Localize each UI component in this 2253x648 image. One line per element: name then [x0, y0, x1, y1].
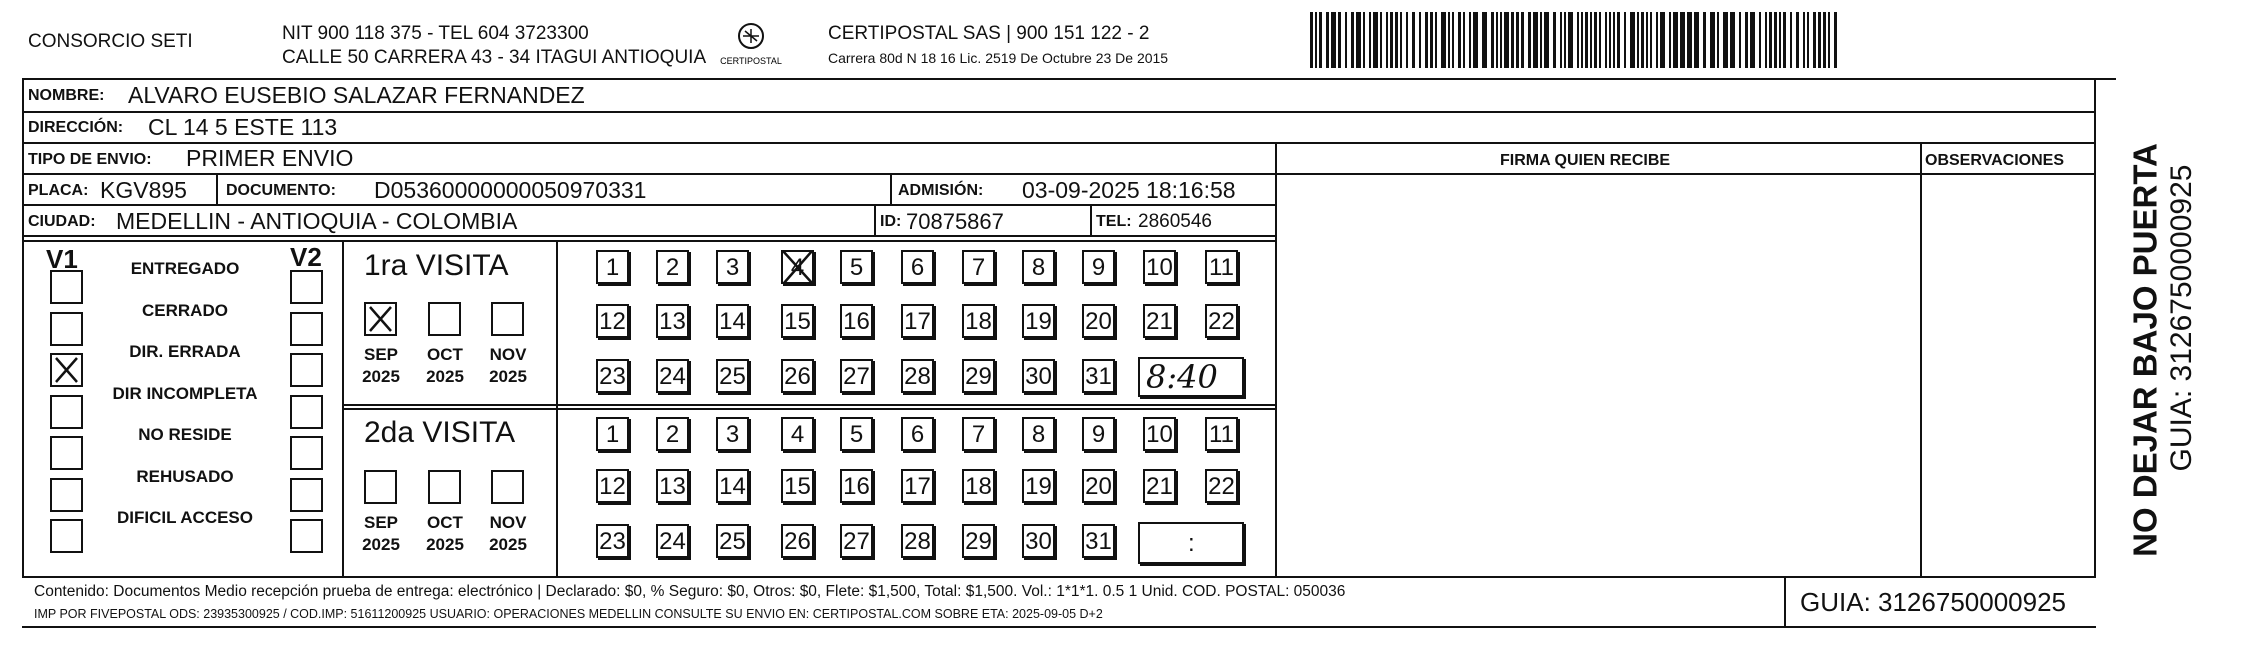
barcode-bar [1560, 12, 1562, 68]
barcode-bar [1441, 12, 1446, 68]
barcode-bar [1585, 12, 1588, 68]
v2-day-cell[interactable]: 29 [962, 524, 995, 558]
barcode-bar [1452, 12, 1454, 68]
barcode-bar [1807, 12, 1809, 68]
v2-day-cell[interactable]: 5 [840, 417, 873, 451]
barcode-bar [1710, 12, 1715, 68]
barcode-bar [1750, 12, 1755, 68]
barcode-bar [1769, 12, 1772, 68]
v2-day-cell[interactable]: 19 [1022, 469, 1055, 503]
v1-month-checkbox[interactable] [491, 302, 524, 336]
v1-day-cell[interactable]: 25 [716, 359, 749, 393]
barcode-bar [1790, 12, 1792, 68]
v2-day-cell[interactable]: 14 [716, 469, 749, 503]
v2-day-cell[interactable]: 24 [656, 524, 689, 558]
carrier-line1: CERTIPOSTAL SAS | 900 151 122 - 2 [828, 23, 1150, 44]
v1-day-cell[interactable]: 6 [901, 250, 934, 284]
footer-imp: IMP POR FIVEPOSTAL ODS: 23935300925 / COD.IMP: 51611200925 USUARIO: OPERACIONES MEDELLIN CONSULTE SU ENVIO EN: CERTIPOSTAL.COM SOBRE ETA: 2025-09-05 D+2 [34, 607, 1103, 621]
v2-checkbox[interactable] [290, 436, 323, 470]
v2-day-cell[interactable]: 9 [1082, 417, 1115, 451]
v2-checkbox[interactable] [290, 312, 323, 346]
documento-value: D05360000000050970331 [374, 177, 647, 203]
v1-day-cell[interactable]: 18 [962, 304, 995, 338]
v2-day-cell[interactable]: 26 [781, 524, 814, 558]
id-label: ID: [880, 213, 902, 230]
barcode-bar [1609, 12, 1611, 68]
barcode-bar [1774, 12, 1777, 68]
admision-value: 03-09-2025 18:16:58 [1022, 177, 1236, 203]
v1-day-cell[interactable]: 22 [1205, 304, 1238, 338]
barcode-bar [1745, 12, 1748, 68]
barcode-bar [1369, 12, 1371, 68]
v1-day-cell[interactable] [781, 250, 814, 284]
v1-month-checkbox[interactable] [364, 302, 397, 336]
barcode-bar [1400, 12, 1402, 68]
barcode-bar [1406, 12, 1408, 68]
barcode-bar [1482, 12, 1487, 68]
ciudad-value: MEDELLIN - ANTIOQUIA - COLOMBIA [116, 208, 518, 234]
visit2-title: 2da VISITA [364, 416, 516, 449]
barcode-bar [1730, 12, 1735, 68]
barcode-bar [1504, 12, 1509, 68]
carrier-line2: Carrera 80d N 18 16 Lic. 2519 De Octubre 23 De 2015 [828, 50, 1169, 66]
barcode-bar [1624, 12, 1626, 68]
barcode-bar [1779, 12, 1781, 68]
barcode-bar [1430, 12, 1433, 68]
v2-day-cell[interactable]: 23 [596, 524, 629, 558]
barcode-bar [1458, 12, 1461, 68]
v2-checkbox[interactable] [290, 478, 323, 512]
v1-day-cell[interactable]: 16 [840, 304, 873, 338]
footer-guia: GUIA: 3126750000925 [1800, 587, 2066, 617]
v1-day-cell[interactable]: 3 [716, 250, 749, 284]
barcode-bar [1617, 12, 1620, 68]
barcode-bar [1723, 12, 1728, 68]
v2-month-checkbox[interactable] [428, 470, 461, 504]
barcode-bar [1521, 12, 1524, 68]
barcode-bar [1528, 12, 1531, 68]
status-option-label: NO RESIDE [138, 425, 232, 444]
barcode-bar [1310, 12, 1313, 68]
status-option-label: DIR INCOMPLETA [112, 384, 258, 403]
visit2-time-box [1138, 522, 1244, 564]
v2-day-cell[interactable]: 31 [1082, 524, 1115, 558]
barcode-bar [1516, 12, 1519, 68]
barcode-bar [1687, 12, 1692, 68]
barcode-bar [1338, 12, 1341, 68]
barcode-bar [1641, 12, 1644, 68]
barcode-bar [1500, 12, 1502, 68]
v2-label: V2 [290, 242, 322, 272]
v2-day-cell[interactable]: 27 [840, 524, 873, 558]
v1-day-cell[interactable]: 21 [1143, 304, 1176, 338]
v1-day-cell[interactable]: 24 [656, 359, 689, 393]
v2-month-label: SEP [363, 513, 399, 532]
tel-label: TEL: [1096, 213, 1132, 230]
barcode-bar [1469, 12, 1471, 68]
nombre-value: ALVARO EUSEBIO SALAZAR FERNANDEZ [128, 82, 585, 108]
v2-day-cell[interactable]: 10 [1143, 417, 1176, 451]
barcode-bar [1326, 12, 1329, 68]
barcode-bar [1669, 12, 1671, 68]
barcode-bar [1511, 12, 1514, 68]
company-name: CONSORCIO SETI [28, 31, 193, 52]
documento-label: DOCUMENTO: [226, 182, 336, 199]
v2-month-label: OCT [427, 513, 463, 532]
barcode-bar [1717, 12, 1719, 68]
v1-month-checkbox[interactable] [428, 302, 461, 336]
v1-day-cell[interactable]: 14 [716, 304, 749, 338]
v1-day-cell[interactable]: 8 [1022, 250, 1055, 284]
barcode-bar [1419, 12, 1421, 68]
barcode [1310, 12, 1840, 68]
v2-day-cell[interactable]: 20 [1082, 469, 1115, 503]
v2-day-cell[interactable]: 6 [901, 417, 934, 451]
v1-day-cell[interactable]: 10 [1143, 250, 1176, 284]
observaciones-label: OBSERVACIONES [1925, 152, 2064, 169]
v2-day-cell[interactable]: 7 [962, 417, 995, 451]
status-option-label: REHUSADO [136, 467, 234, 486]
v2-year-label: 2025 [489, 535, 527, 554]
direccion-value: CL 14 5 ESTE 113 [148, 114, 338, 140]
v2-day-cell[interactable]: 22 [1205, 469, 1238, 503]
placa-value: KGV895 [100, 177, 187, 203]
barcode-bar [1319, 12, 1322, 68]
barcode-bar [1363, 12, 1365, 68]
no-dejar-bajo-puerta: NO DEJAR BAJO PUERTA [2126, 143, 2164, 557]
tel-value: 2860546 [1138, 211, 1212, 232]
barcode-bar [1540, 12, 1542, 68]
v2-day-cell[interactable]: 1 [596, 417, 629, 451]
barcode-bar [1646, 12, 1648, 68]
v1-day-cell[interactable]: 11 [1205, 250, 1238, 284]
visit1-time-box [1138, 357, 1244, 397]
v2-day-cell[interactable]: 28 [901, 524, 934, 558]
visit2-time-value: : [1188, 530, 1195, 557]
barcode-bar [1823, 12, 1826, 68]
barcode-bar [1351, 12, 1354, 68]
barcode-bar [1680, 12, 1685, 68]
v2-day-cell[interactable]: 17 [901, 469, 934, 503]
v2-checkbox[interactable] [290, 270, 323, 304]
v1-year-label: 2025 [489, 367, 527, 386]
status-option-label: CERRADO [142, 301, 228, 320]
barcode-bar [1564, 12, 1566, 68]
barcode-bar [1796, 12, 1799, 68]
nombre-label: NOMBRE: [28, 87, 105, 104]
v2-day-cell[interactable]: 18 [962, 469, 995, 503]
v2-day-cell[interactable]: 3 [716, 417, 749, 451]
v2-day-cell[interactable]: 21 [1143, 469, 1176, 503]
barcode-bar [1834, 12, 1837, 68]
barcode-bar [1435, 12, 1437, 68]
v2-month-checkbox[interactable] [364, 470, 397, 504]
barcode-bar [1568, 12, 1573, 68]
v1-day-cell[interactable]: 27 [840, 359, 873, 393]
v1-day-cell[interactable]: 31 [1082, 359, 1115, 393]
barcode-bar [1783, 12, 1786, 68]
v2-year-label: 2025 [426, 535, 464, 554]
v1-day-cell[interactable]: 12 [596, 304, 629, 338]
v1-year-label: 2025 [426, 367, 464, 386]
barcode-bar [1613, 12, 1615, 68]
visit1-title: 1ra VISITA [364, 249, 509, 282]
v1-day-cell[interactable]: 29 [962, 359, 995, 393]
barcode-bar [1813, 12, 1816, 68]
barcode-bar [1390, 12, 1393, 68]
side-guia: GUIA: 3126750000925 [2165, 164, 2198, 472]
v2-day-cell[interactable]: 2 [656, 417, 689, 451]
v1-month-label: OCT [427, 345, 463, 364]
placa-label: PLACA: [28, 182, 89, 199]
footer-contenido: Contenido: Documentos Medio recepción prueba de entrega: electrónico | Declarado: $0, % Seguro: $0, Otros: $0, Flete: $1,500, Total: $1,500. Vol.: 1*1*1. 0.5 1 Unid. COD. POSTAL: 050036 [34, 583, 1346, 600]
barcode-bar [1594, 12, 1597, 68]
admision-label: ADMISIÓN: [898, 182, 984, 199]
v2-year-label: 2025 [362, 535, 400, 554]
v2-day-cell[interactable]: 8 [1022, 417, 1055, 451]
barcode-bar [1331, 12, 1336, 68]
v2-checkbox[interactable] [290, 519, 323, 553]
barcode-bar [1553, 12, 1556, 68]
barcode-bar [1803, 12, 1805, 68]
v2-month-label: NOV [489, 513, 527, 532]
barcode-bar [1425, 12, 1428, 68]
barcode-bar [1660, 12, 1665, 68]
v1-day-cell[interactable]: 5 [840, 250, 873, 284]
v2-day-cell[interactable]: 30 [1022, 524, 1055, 558]
barcode-bar [1463, 12, 1465, 68]
barcode-bar [1380, 12, 1382, 68]
v2-day-cell[interactable]: 13 [656, 469, 689, 503]
barcode-bar [1395, 12, 1398, 68]
barcode-bar [1630, 12, 1635, 68]
v2-month-checkbox[interactable] [491, 470, 524, 504]
v1-day-cell[interactable]: 7 [962, 250, 995, 284]
v2-day-cell[interactable]: 16 [840, 469, 873, 503]
nit-line: NIT 900 118 375 - TEL 604 3723300 [282, 23, 589, 44]
tipo-envio-label: TIPO DE ENVIO: [28, 151, 152, 168]
barcode-bar [1544, 12, 1549, 68]
barcode-bar [1605, 12, 1607, 68]
v1-day-cell[interactable]: 19 [1022, 304, 1055, 338]
barcode-bar [1759, 12, 1761, 68]
v1-day-cell[interactable]: 23 [596, 359, 629, 393]
v1-day-cell[interactable]: 13 [656, 304, 689, 338]
ciudad-label: CIUDAD: [28, 213, 96, 230]
barcode-bar [1581, 12, 1583, 68]
v1-day-cell[interactable]: 30 [1022, 359, 1055, 393]
barcode-bar [1818, 12, 1821, 68]
v1-day-cell[interactable]: 9 [1082, 250, 1115, 284]
v1-month-label: SEP [363, 345, 399, 364]
v1-day-cell[interactable]: 26 [781, 359, 814, 393]
day-label: 4 [790, 254, 805, 281]
v1-month-label: NOV [489, 345, 527, 364]
barcode-bar [1496, 12, 1498, 68]
barcode-bar [1703, 12, 1706, 68]
v1-day-cell[interactable]: 20 [1082, 304, 1115, 338]
certipostal-logo [718, 20, 784, 68]
v2-day-cell[interactable]: 12 [596, 469, 629, 503]
v2-checkbox[interactable] [290, 353, 323, 387]
v1-day-cell[interactable]: 15 [781, 304, 814, 338]
v2-day-cell[interactable]: 4 [781, 417, 814, 451]
barcode-bar [1765, 12, 1767, 68]
v1-year-label: 2025 [362, 367, 400, 386]
barcode-bar [1386, 12, 1388, 68]
barcode-bar [1599, 12, 1601, 68]
direccion-label: DIRECCIÓN: [28, 119, 124, 136]
v2-day-cell[interactable]: 11 [1205, 417, 1238, 451]
barcode-bar [1533, 12, 1538, 68]
status-option-label: ENTREGADO [130, 259, 240, 278]
v1-day-cell[interactable]: 2 [656, 250, 689, 284]
svg-text:CERTIPOSTAL: CERTIPOSTAL [720, 56, 782, 66]
barcode-bar [1345, 12, 1347, 68]
status-option-label: DIFICIL ACCESO [116, 508, 253, 527]
address-line: CALLE 50 CARRERA 43 - 34 ITAGUI ANTIOQUIA [282, 47, 707, 68]
barcode-bar [1739, 12, 1741, 68]
v1-label: V1 [46, 244, 78, 274]
barcode-bar [1590, 12, 1592, 68]
barcode-bar [1673, 12, 1678, 68]
barcode-bar [1577, 12, 1579, 68]
visit1-time-value: 8:40 [1146, 358, 1218, 396]
id-value: 70875867 [906, 209, 1004, 234]
v2-checkbox[interactable] [290, 395, 323, 429]
v1-day-cell[interactable]: 28 [901, 359, 934, 393]
barcode-bar [1828, 12, 1830, 68]
barcode-bar [1656, 12, 1658, 68]
barcode-bar [1356, 12, 1361, 68]
barcode-bar [1315, 12, 1317, 68]
barcode-bar [1491, 12, 1494, 68]
barcode-bar [1473, 12, 1478, 68]
v2-day-cell[interactable]: 15 [781, 469, 814, 503]
barcode-bar [1637, 12, 1639, 68]
v1-day-cell[interactable]: 1 [596, 250, 629, 284]
barcode-bar [1373, 12, 1378, 68]
tipo-envio-value: PRIMER ENVIO [186, 145, 354, 171]
firma-label: FIRMA QUIEN RECIBE [1500, 152, 1671, 169]
barcode-bar [1694, 12, 1699, 68]
v1-day-cell[interactable]: 17 [901, 304, 934, 338]
v2-day-cell[interactable]: 25 [716, 524, 749, 558]
barcode-bar [1650, 12, 1652, 68]
status-option-label: DIR. ERRADA [129, 342, 241, 361]
barcode-bar [1412, 12, 1415, 68]
barcode-bar [1448, 12, 1450, 68]
